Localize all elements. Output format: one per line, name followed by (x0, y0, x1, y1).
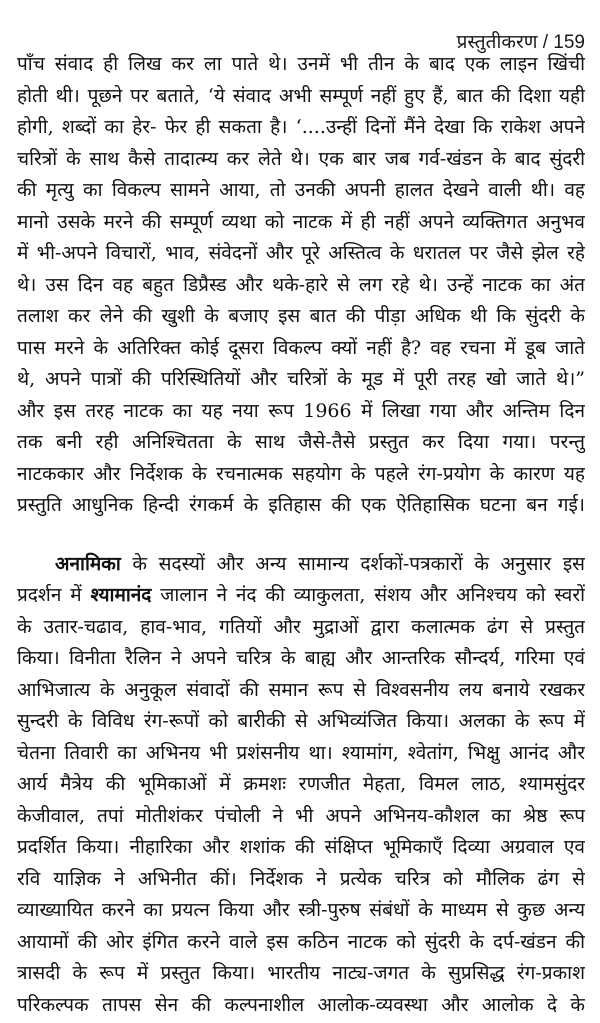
text-line (17, 459, 585, 491)
body-text (17, 49, 585, 1021)
text-segment: तलाश कर लेने की खुशी के बजाए इस बात की पीड़ा अधिक थी कि सुंदरी के (17, 305, 585, 327)
text-segment: नाटककार और निर्देशक के रचनात्मक सहयोग के पहले रंग-प्रयोग के कारण यह (17, 462, 585, 485)
text-line (17, 238, 585, 270)
text-segment: प्रदर्शन में (17, 584, 91, 606)
text-segment: तक बनी रही अनिश्चितता के साथ जैसे-तैसे प्रस्तुत कर दिया गया। परन्तु (17, 431, 585, 453)
text-line (17, 769, 585, 801)
text-line (17, 364, 585, 396)
text-line (17, 333, 585, 365)
text-segment: होगी, शब्दों का हेर- फेर ही सकता है। ‘....उन्हीं दिनों मैंने देखा कि राकेश अपने (17, 116, 585, 138)
text-line (17, 427, 585, 459)
running-header: प्रस्तुतीकरण / 159 (456, 32, 585, 53)
text-segment: त्रासदी के रूप में प्रस्तुत किया। भारतीय नाट्य-जगत के सुप्रसिद्ध रंग-प्रकाश (17, 962, 585, 984)
text-segment: होती थी। पूछने पर बताते, ‘ये संवाद अभी सम्पूर्ण नहीं हुए हैं, बात की दिशा यही (17, 84, 585, 107)
text-segment: प्रस्तुति आधुनिक हिन्दी रंगकर्म के इतिहास की एक ऐतिहासिक घटना बन गई। (17, 494, 585, 516)
text-line (17, 706, 585, 738)
text-line (17, 81, 585, 113)
text-segment: और इस तरह नाटक का यह नया रूप 1966 में लिखा गया और अन्तिम दिन (17, 399, 585, 422)
text-line (17, 396, 585, 428)
paragraph (17, 549, 585, 1022)
text-segment: चेतना तिवारी का अभिनय भी प्रशंसनीय था। श्यामांग, श्वेतांग, भिक्षु आनंद और (17, 741, 585, 764)
text-line (17, 675, 585, 707)
text-line (17, 490, 585, 522)
text-segment: परिकल्पक तापस सेन की कल्पनाशील आलोक-व्यवस्था और आलोक दे के (17, 993, 585, 1016)
text-segment: केजीवाल, तपां मोतीशंकर पंचोली ने भी अपने अभिनय-कौशल का श्रेष्ठ रूप (17, 804, 585, 827)
text-segment: आयामों की ओर इंगित करने वाले इस कठिन नाटक को सुंदरी के दर्प-खंडन की (17, 930, 585, 953)
text-segment: थे, अपने पात्रों की परिस्थितियों और चरित्रों के मूड में पूरी तरह खो जाते थे।” (17, 368, 585, 390)
text-segment: सुन्दरी के विविध रंग-रूपों को बारीकी से अभिव्यंजित किया। अलका के रूप में (17, 710, 585, 732)
text-line (17, 207, 585, 239)
text-segment: की मृत्यु का विकल्प सामने आया, तो उनकी अपनी हालत देखने वाली थी। वह (17, 179, 585, 201)
text-line (17, 832, 585, 864)
text-line (17, 801, 585, 833)
text-line (17, 927, 585, 959)
text-line (17, 49, 585, 81)
text-line (17, 738, 585, 770)
text-line (17, 549, 585, 581)
text-segment: मानो उसके मरने की सम्पूर्ण व्यथा को नाटक में ही नहीं अपने व्यक्तिगत अनुभव (17, 210, 585, 233)
text-segment: चरित्रों के साथ कैसे तादात्म्य कर लेते थे। एक बार जब गर्व-खंडन के बाद सुंदरी (17, 147, 585, 170)
text-line (17, 990, 585, 1022)
text-segment: थे। उस दिन वह बहुत डिप्रैस्ड और थके-हारे से लग रहे थे। उन्हें नाटक का अंत (17, 273, 585, 296)
text-segment: आर्य मैत्रेय की भूमिकाओं में क्रमशः रणजीत मेहता, विमल लाठ, श्यामसुंदर (17, 773, 585, 795)
paragraph (17, 49, 585, 522)
text-segment: जालान ने नंद की व्याकुलता, संशय और अनिश्चय को स्वरों (151, 584, 585, 606)
text-line (17, 958, 585, 990)
text-line (17, 112, 585, 144)
text-line (17, 301, 585, 333)
text-segment: के उतार-चढाव, हाव-भाव, गतियों और मुद्राओं द्वारा कलात्मक ढंग से प्रस्तुत (17, 615, 585, 638)
text-line (17, 144, 585, 176)
text-line (17, 612, 585, 644)
bold-name: श्यामानंद (90, 584, 152, 606)
text-segment: प्रदर्शित किया। नीहारिका और शशांक की संक्षिप्त भूमिकाएँ दिव्या अग्रवाल एव (17, 836, 585, 858)
text-segment: व्याख्यायित करने का प्रयत्न किया और स्त्री-पुरुष संबंधों के माध्यम से कुछ अन्य (17, 899, 585, 921)
text-line (17, 643, 585, 675)
text-segment: में भी-अपने विचारों, भाव, संवेदनों और पूरे अस्तित्व के धरातल पर जैसे झेल रहे (17, 242, 585, 264)
text-segment: के सदस्यों और अन्य सामान्य दर्शकों-पत्रकारों के अनुसार इस (120, 552, 585, 575)
text-segment: आभिजात्य के अनुकूल संवादों की समान रूप से विश्वसनीय लय बनाये रखकर (17, 678, 585, 701)
text-line (17, 175, 585, 207)
text-segment: रवि याज्ञिक ने अभिनीत कीं। निर्देशक ने प्रत्येक चरित्र को मौलिक ढंग से (17, 867, 585, 890)
text-line (17, 864, 585, 896)
text-segment: पाँच संवाद ही लिख कर ला पाते थे। उनमें भी तीन के बाद एक लाइन खिंची (17, 53, 585, 75)
text-segment: पास मरने के अतिरिक्त कोई दूसरा विकल्प क्यों नहीं है? वह रचना में डूब जाते (17, 336, 585, 359)
text-line (17, 895, 585, 927)
text-segment: किया। विनीता रैलिन ने अपने चरित्र के बाह्य और आन्तरिक सौन्दर्य, गरिमा एवं (17, 647, 585, 669)
text-line (17, 270, 585, 302)
text-line (17, 580, 585, 612)
bold-name: अनामिका (55, 552, 121, 575)
